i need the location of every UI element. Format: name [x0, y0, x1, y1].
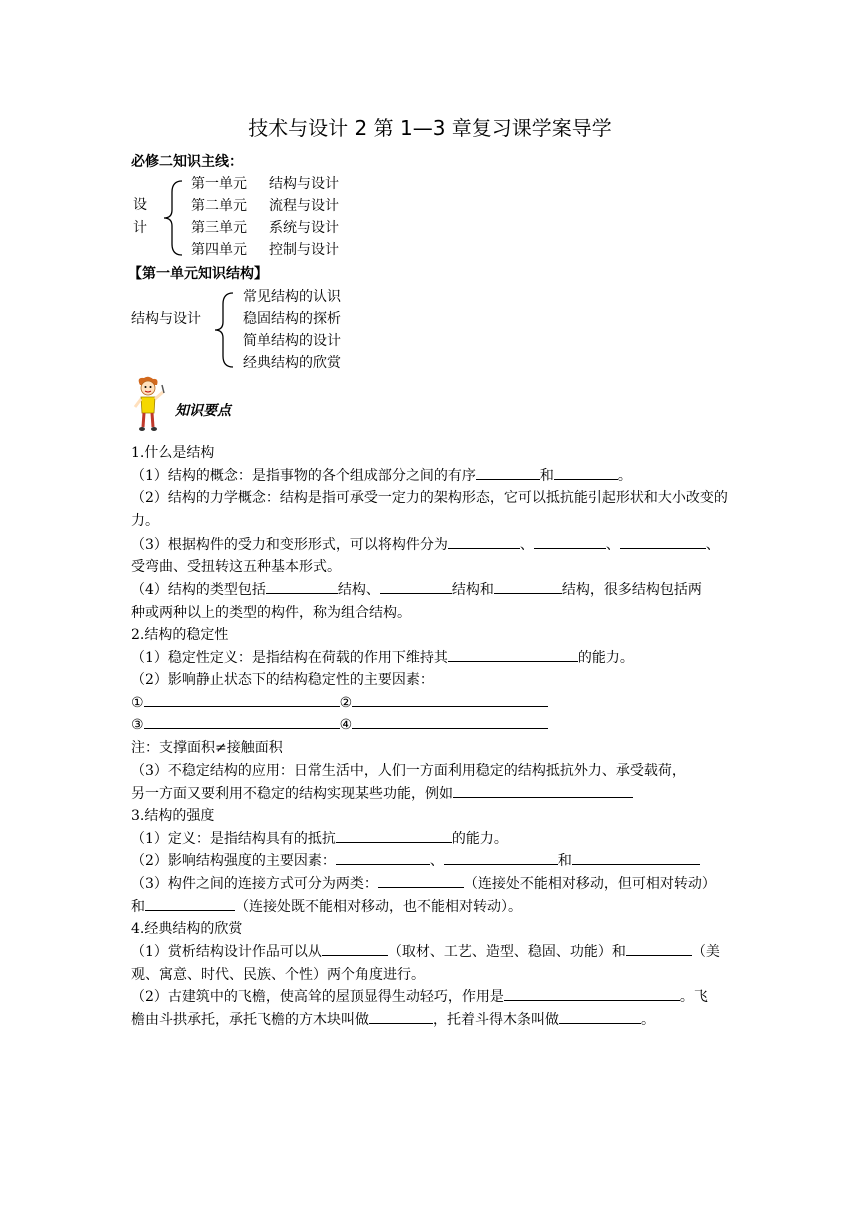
s1-p1: （1）结构的概念：是指事物的各个组成部分之间的有序 和 。: [131, 465, 731, 487]
blank[interactable]: [336, 828, 452, 843]
s1-heading: 1.什么是结构: [131, 445, 215, 461]
unit1-brace-icon: [211, 290, 239, 370]
blank[interactable]: [554, 465, 618, 480]
s2-factors-row-1: ① ②: [131, 692, 731, 714]
s1-p3: （3）根据构件的受力和变形形式，可以将构件分为 、 、 、: [131, 534, 731, 556]
s4-p1-cont: 观、寓意、时代、民族、个性）两个角度进行。: [131, 967, 425, 983]
outline-root-char-1: 设: [133, 197, 147, 213]
s4-p2-cont: 檐由斗拱承托，承托飞檐的方木块叫做 ，托着斗得木条叫做 。: [131, 1009, 731, 1031]
blank[interactable]: [378, 873, 464, 888]
blank[interactable]: [504, 986, 680, 1001]
s4-p1: （1）赏析结构设计作品可以从 （取材、工艺、造型、稳固、功能）和 （美: [131, 941, 731, 963]
blank[interactable]: [369, 1009, 433, 1024]
blank[interactable]: [559, 1009, 641, 1024]
blank[interactable]: [336, 850, 430, 865]
unit1-item-3: 简单结构的设计: [243, 333, 341, 349]
unit1-heading: 【第一单元知识结构】: [128, 266, 268, 282]
blank[interactable]: [380, 579, 452, 594]
s2-factors-row-2: ③ ④: [131, 714, 731, 736]
blank[interactable]: [453, 783, 633, 798]
s3-p1: （1）定义：是指结构具有的抵抗 的能力。: [131, 828, 731, 850]
s2-heading: 2.结构的稳定性: [131, 627, 229, 643]
blank[interactable]: [476, 465, 540, 480]
knowledge-points-label: 知识要点: [175, 403, 231, 419]
s3-p3-cont: 和 （连接处既不能相对移动，也不能相对转动）。: [131, 896, 731, 918]
cartoon-student-icon: [128, 375, 168, 433]
s1-p3-cont: 受弯曲、受扭转这五种基本形式。: [131, 559, 341, 575]
s3-p2: （2）影响结构强度的主要因素： 、 和: [131, 850, 731, 872]
s2-p3-cont: 另一方面又要利用不稳定的结构实现某些功能，例如: [131, 783, 731, 805]
blank[interactable]: [444, 850, 558, 865]
page-title: 技术与设计 2 第 1—3 章复习课学案导学: [248, 116, 612, 140]
s2-p1: （1）稳定性定义：是指结构在荷载的作用下维持其 的能力。: [131, 647, 731, 669]
outline-unit-2: 第二单元 流程与设计: [191, 198, 339, 214]
outline-unit-1: 第一单元 结构与设计: [191, 176, 339, 192]
blank[interactable]: [322, 941, 388, 956]
blank[interactable]: [352, 692, 548, 707]
unit1-item-2: 稳固结构的探析: [243, 311, 341, 327]
blank[interactable]: [144, 714, 340, 729]
blank[interactable]: [448, 647, 578, 662]
blank[interactable]: [572, 850, 700, 865]
unit1-root: 结构与设计: [131, 311, 201, 327]
outline-brace-icon: [160, 178, 188, 258]
s1-p2: （2）结构的力学概念：结构是指可承受一定力的架构形态，它可以抵抗能引起形状和大小改变的力。: [131, 490, 728, 529]
blank[interactable]: [494, 579, 562, 594]
blank[interactable]: [352, 714, 548, 729]
blank[interactable]: [144, 692, 340, 707]
s1-p4: （4）结构的类型包括 结构、 结构和 结构，很多结构包括两: [131, 579, 731, 601]
blank[interactable]: [620, 534, 706, 549]
blank[interactable]: [266, 579, 338, 594]
outline-root-char-2: 计: [133, 220, 147, 236]
unit1-item-1: 常见结构的认识: [243, 289, 341, 305]
s2-p2: （2）影响静止状态下的结构稳定性的主要因素：: [131, 672, 434, 688]
outline-heading: 必修二知识主线：: [131, 154, 243, 170]
outline-unit-4: 第四单元 控制与设计: [191, 242, 339, 258]
blank[interactable]: [145, 896, 235, 911]
s1-p4-cont: 种或两种以上的类型的构件，称为组合结构。: [131, 605, 411, 621]
blank[interactable]: [534, 534, 606, 549]
s3-heading: 3.结构的强度: [131, 808, 215, 824]
blank[interactable]: [626, 941, 692, 956]
unit1-item-4: 经典结构的欣赏: [243, 355, 341, 371]
s3-p3: （3）构件之间的连接方式可分为两类： （连接处不能相对移动，但可相对转动）: [131, 873, 731, 895]
s2-note: 注：支撑面积≠接触面积: [131, 740, 283, 756]
s2-p3: （3）不稳定结构的应用：日常生活中，人们一方面利用稳定的结构抵抗外力、承受载荷，: [131, 763, 686, 779]
s4-p2: （2）古建筑中的飞檐，使高耸的屋顶显得生动轻巧，作用是 。飞: [131, 986, 731, 1008]
outline-unit-3: 第三单元 系统与设计: [191, 220, 339, 236]
s4-heading: 4.经典结构的欣赏: [131, 921, 243, 937]
blank[interactable]: [448, 534, 520, 549]
